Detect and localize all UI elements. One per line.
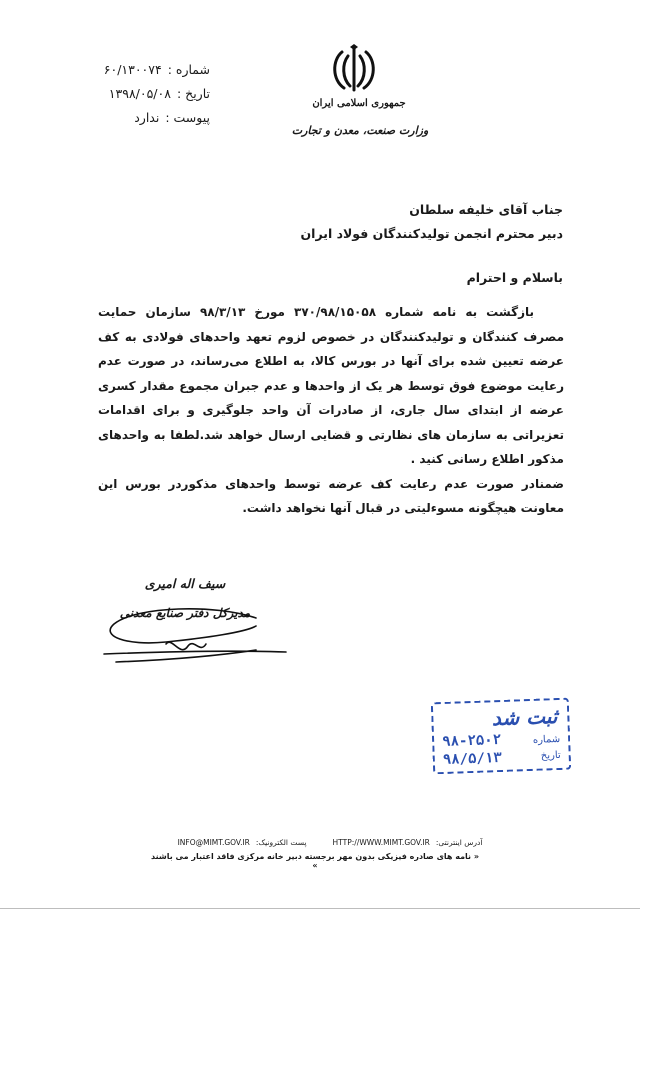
footer-contact: [170, 838, 490, 847]
letter-body: [98, 300, 564, 521]
ministry-name: وزارت صنعت، معدن و تجارت: [291, 124, 429, 137]
addressee-title: دبیر محترم انجمن تولیدکنندگان فولاد ایران: [300, 226, 563, 241]
letter-number-row: [60, 58, 210, 82]
registration-stamp: [431, 698, 571, 775]
letter-attachment-row: [60, 106, 210, 130]
body-paragraph-2: ضمنادر صورت عدم رعایت کف عرضه توسط واحدهای مذکوردر بورس این معاونت هیچگونه مسوءلیتی در قبال آنها نخواهد داشت.: [98, 476, 564, 515]
greeting: باسلام و احترام: [466, 270, 563, 285]
letter-date-value: ۱۳۹۸/۰۵/۰۸: [108, 86, 171, 101]
signer-title: مدیرکل دفتر صنایع معدنی: [119, 606, 251, 620]
stamp-number-label: شماره: [532, 733, 561, 746]
footer-note: « نامه های صادره فیزیکی بدون مهر برجسته دبیر خانه مرکزی فاقد اعتبار می باشند »: [150, 852, 480, 870]
letter-number-label: شماره :: [167, 62, 210, 77]
footer-website-label: آدرس اینترنتی:: [435, 838, 483, 847]
footer-website: HTTP://WWW.MIMT.GOV.IR: [332, 838, 430, 847]
government-name: جمهوری اسلامی ایران: [312, 98, 406, 109]
footer-email-label: پست الکترونیک:: [255, 838, 307, 847]
letter-attachment-value: ندارد: [134, 110, 160, 125]
body-paragraph-1: بازگشت به نامه شماره ۳۷۰/۹۸/۱۵۰۵۸ مورخ ۹۸/۳/۱۳ سازمان حمایت مصرف کنندگان و تولیدکنندگان در خصوص لزوم تعهد واحدهای فولادی به کف عرضه تعیین شده برای آنها در بورس کالا، به اطلاع می‌رساند، در صورت عدم رعایت موضوع فوق توسط هر یک از واحدها و عدم جبران مجموع مقدار کسری عرضه از ابتدای سال جاری، از صادرات آن واحد جلوگیری و برای اقدامات تعزیراتی به سازمان های نظارتی و قضایی ارسال خواهد شد.لطفا به واحدهای مذکور اطلاع رسانی کنید .: [98, 305, 564, 466]
letter-date-label: تاریخ :: [176, 86, 210, 101]
stamp-date-value: ۹۸/۵/۱۳: [442, 749, 503, 769]
page-divider: [0, 908, 640, 909]
stamp-date-label: تاریخ: [540, 749, 561, 762]
stamp-title: ثبت شد: [491, 704, 558, 731]
signer-name: سیف اله امیری: [144, 576, 226, 591]
stamp-number-value: ۹۸-۲۵۰۲: [441, 732, 502, 751]
letter-date-row: [60, 82, 210, 106]
handwritten-signature: [96, 596, 296, 676]
footer-email: INFO@MIMT.GOV.IR: [177, 838, 250, 847]
addressee-name: جناب آقای خلیفه سلطان: [409, 202, 563, 217]
letter-number-value: ۶۰/۱۳۰۰۷۴: [103, 62, 162, 77]
iran-emblem-icon: [326, 44, 382, 96]
addressee: [163, 198, 563, 246]
letter-attachment-label: پیوست :: [165, 110, 210, 125]
letter-meta: [60, 58, 210, 130]
